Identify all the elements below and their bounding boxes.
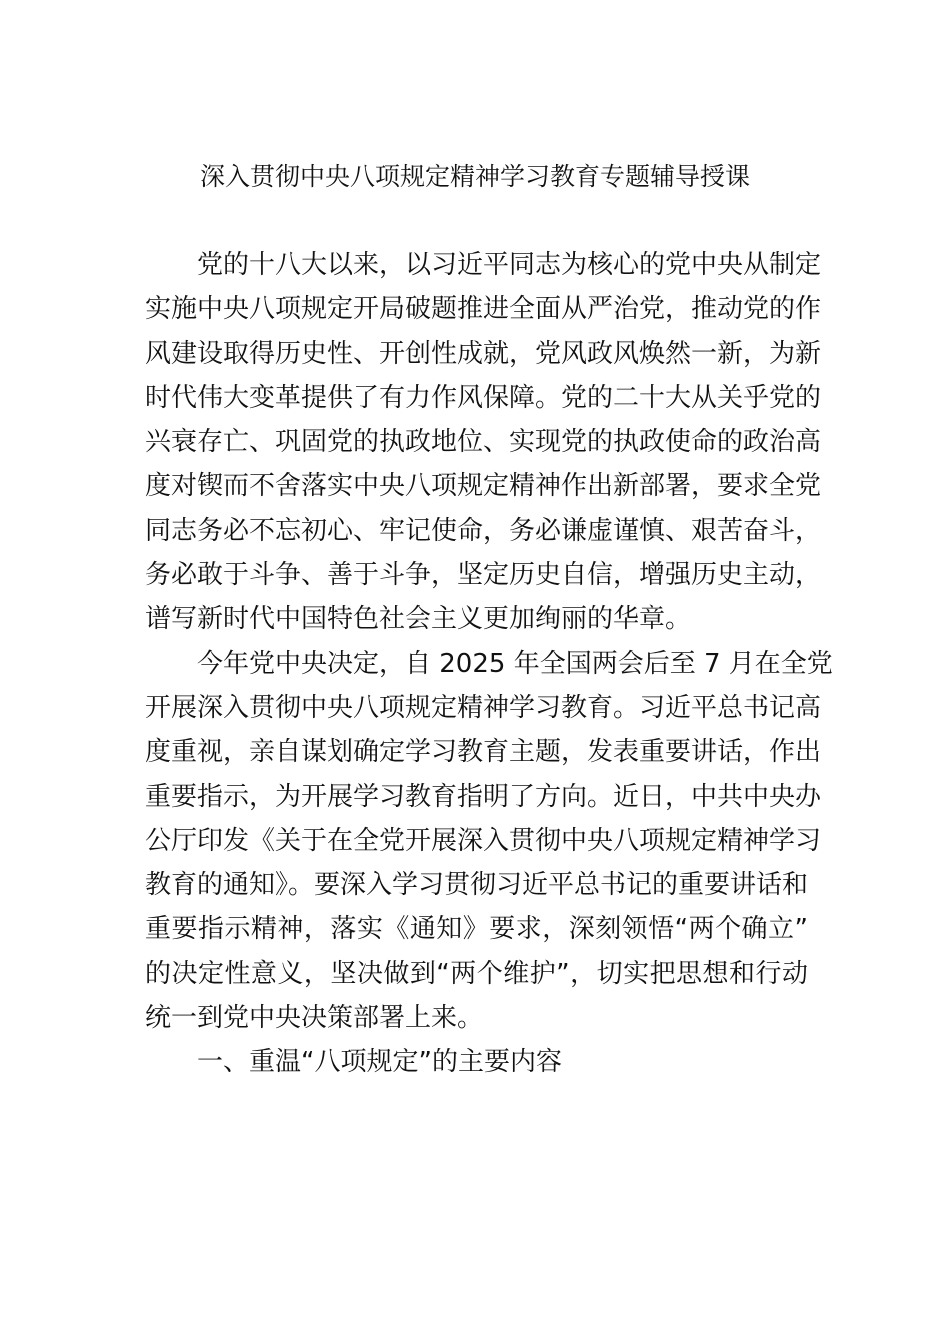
document-body: [145, 243, 833, 1085]
paragraph-2: [145, 642, 833, 1041]
paragraph-1: [145, 243, 822, 642]
paragraph-line: 度重视，亲自谋划确定学习教育主题，发表重要讲话，作出: [145, 737, 822, 768]
paragraph-line: 公厅印发《关于在全党开展深入贯彻中央八项规定精神学习: [145, 825, 822, 856]
paragraph-line: 重要指示，为开展学习教育指明了方向。近日，中共中央办: [145, 781, 822, 812]
paragraph-line: 的决定性意义，坚决做到“两个维护”，切实把思想和行动: [145, 958, 808, 989]
paragraph-line: 风建设取得历史性、开创性成就，党风政风焕然一新，为新: [145, 338, 822, 369]
paragraph-line: 开展深入贯彻中央八项规定精神学习教育。习近平总书记高: [145, 692, 822, 723]
paragraph-line: 统一到党中央决策部署上来。: [145, 1003, 484, 1034]
paragraph-line: 度对锲而不舍落实中央八项规定精神作出新部署，要求全党: [145, 471, 822, 502]
document-title: 深入贯彻中央八项规定精神学习教育专题辅导授课: [199, 162, 750, 191]
paragraph-line: 兴衰存亡、巩固党的执政地位、实现党的执政使命的政治高: [145, 427, 822, 458]
paragraph-line: 今年党中央决定，自 2025 年全国两会后至 7 月在全党: [197, 648, 833, 679]
paragraph-line: 务必敢于斗争、善于斗争，坚定历史自信，增强历史主动，: [145, 560, 822, 591]
paragraph-line: 同志务必不忘初心、牢记使命，务必谦虚谨慎、艰苦奋斗，: [145, 515, 822, 546]
paragraph-line: 重要指示精神，落实《通知》要求，深刻领悟“两个确立”: [145, 914, 808, 945]
paragraph-line: 时代伟大变革提供了有力作风保障。党的二十大从关乎党的: [145, 382, 822, 413]
paragraph-line: 谱写新时代中国特色社会主义更加绚丽的华章。: [145, 604, 692, 635]
paragraph-line: 实施中央八项规定开局破题推进全面从严治党，推动党的作: [145, 294, 822, 325]
paragraph-line: 教育的通知》。要深入学习贯彻习近平总书记的重要讲话和: [145, 870, 809, 901]
paragraph-line: 党的十八大以来，以习近平同志为核心的党中央从制定: [197, 250, 822, 280]
section-heading: 一、重温“八项规定”的主要内容: [197, 1047, 562, 1078]
